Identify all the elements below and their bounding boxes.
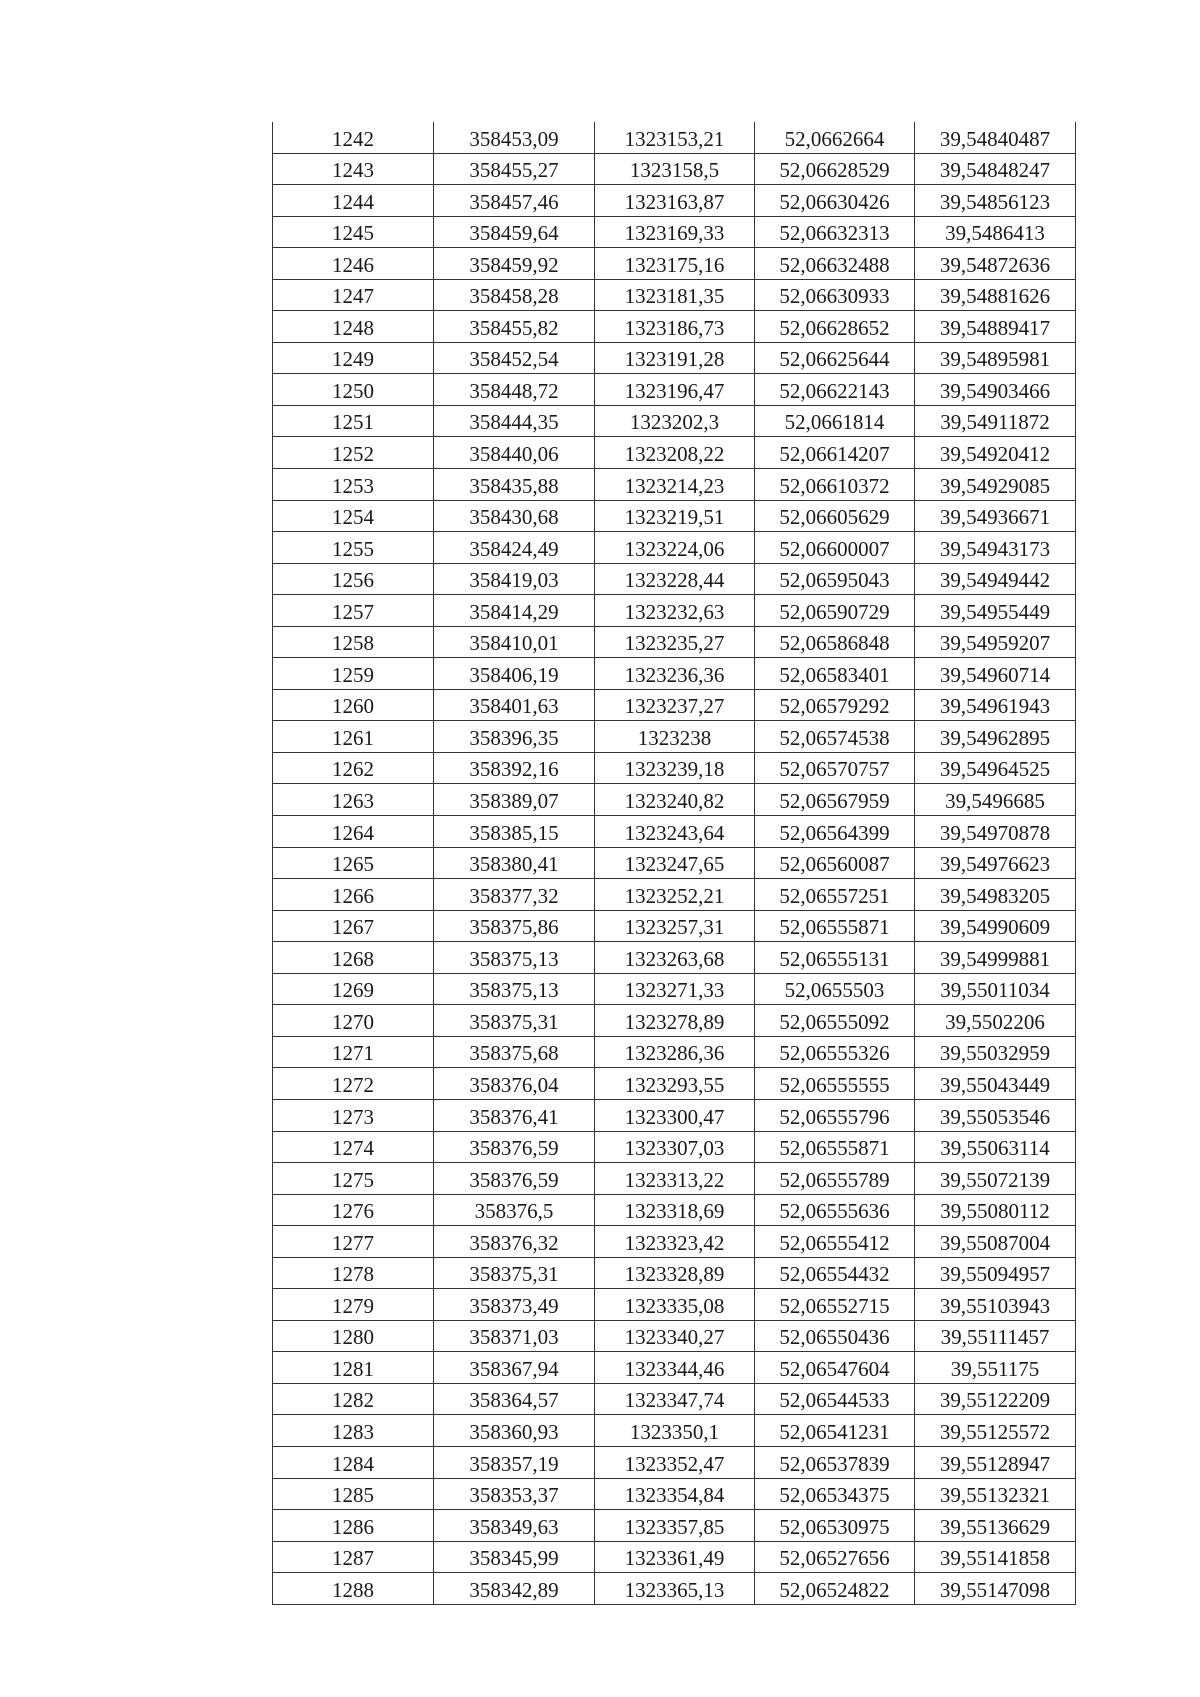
table-row bbox=[273, 532, 1076, 564]
x-coordinate-cell: 358376,41 bbox=[434, 1099, 595, 1131]
y-coordinate-cell: 1323186,73 bbox=[595, 311, 755, 343]
latitude-cell: 52,06600007 bbox=[755, 532, 915, 564]
point-number-cell: 1268 bbox=[273, 942, 434, 974]
table-row bbox=[273, 784, 1076, 816]
x-coordinate-cell: 358380,41 bbox=[434, 847, 595, 879]
longitude-cell: 39,54999881 bbox=[915, 942, 1076, 974]
table-row bbox=[273, 1352, 1076, 1384]
point-number-cell: 1264 bbox=[273, 816, 434, 848]
table-row bbox=[273, 816, 1076, 848]
point-number-cell: 1266 bbox=[273, 879, 434, 911]
latitude-cell: 52,06530975 bbox=[755, 1510, 915, 1542]
x-coordinate-cell: 358419,03 bbox=[434, 563, 595, 595]
table-row bbox=[273, 1005, 1076, 1037]
x-coordinate-cell: 358371,03 bbox=[434, 1320, 595, 1352]
latitude-cell: 52,06610372 bbox=[755, 469, 915, 501]
x-coordinate-cell: 358459,92 bbox=[434, 248, 595, 280]
table-row bbox=[273, 1383, 1076, 1415]
coordinates-table bbox=[272, 122, 1076, 1605]
table-row bbox=[273, 153, 1076, 185]
table-row bbox=[273, 1036, 1076, 1068]
y-coordinate-cell: 1323365,13 bbox=[595, 1573, 755, 1605]
latitude-cell: 52,06628529 bbox=[755, 153, 915, 185]
latitude-cell: 52,06524822 bbox=[755, 1573, 915, 1605]
y-coordinate-cell: 1323202,3 bbox=[595, 405, 755, 437]
longitude-cell: 39,55072139 bbox=[915, 1163, 1076, 1195]
longitude-cell: 39,54959207 bbox=[915, 626, 1076, 658]
table-row bbox=[273, 500, 1076, 532]
point-number-cell: 1248 bbox=[273, 311, 434, 343]
point-number-cell: 1275 bbox=[273, 1163, 434, 1195]
y-coordinate-cell: 1323340,27 bbox=[595, 1320, 755, 1352]
y-coordinate-cell: 1323158,5 bbox=[595, 153, 755, 185]
latitude-cell: 52,06574538 bbox=[755, 721, 915, 753]
latitude-cell: 52,06555412 bbox=[755, 1226, 915, 1258]
x-coordinate-cell: 358376,04 bbox=[434, 1068, 595, 1100]
x-coordinate-cell: 358458,28 bbox=[434, 279, 595, 311]
longitude-cell: 39,55147098 bbox=[915, 1573, 1076, 1605]
longitude-cell: 39,5486413 bbox=[915, 216, 1076, 248]
y-coordinate-cell: 1323247,65 bbox=[595, 847, 755, 879]
longitude-cell: 39,54962895 bbox=[915, 721, 1076, 753]
x-coordinate-cell: 358375,13 bbox=[434, 973, 595, 1005]
longitude-cell: 39,54970878 bbox=[915, 816, 1076, 848]
latitude-cell: 52,06630426 bbox=[755, 185, 915, 217]
point-number-cell: 1284 bbox=[273, 1446, 434, 1478]
point-number-cell: 1244 bbox=[273, 185, 434, 217]
x-coordinate-cell: 358353,37 bbox=[434, 1478, 595, 1510]
latitude-cell: 52,06570757 bbox=[755, 752, 915, 784]
point-number-cell: 1263 bbox=[273, 784, 434, 816]
x-coordinate-cell: 358444,35 bbox=[434, 405, 595, 437]
x-coordinate-cell: 358375,31 bbox=[434, 1005, 595, 1037]
y-coordinate-cell: 1323237,27 bbox=[595, 689, 755, 721]
table-row bbox=[273, 311, 1076, 343]
x-coordinate-cell: 358375,68 bbox=[434, 1036, 595, 1068]
latitude-cell: 52,06595043 bbox=[755, 563, 915, 595]
table-row bbox=[273, 910, 1076, 942]
longitude-cell: 39,55136629 bbox=[915, 1510, 1076, 1542]
table-row bbox=[273, 1289, 1076, 1321]
x-coordinate-cell: 358345,99 bbox=[434, 1541, 595, 1573]
x-coordinate-cell: 358401,63 bbox=[434, 689, 595, 721]
x-coordinate-cell: 358364,57 bbox=[434, 1383, 595, 1415]
longitude-cell: 39,551175 bbox=[915, 1352, 1076, 1384]
x-coordinate-cell: 358440,06 bbox=[434, 437, 595, 469]
x-coordinate-cell: 358357,19 bbox=[434, 1446, 595, 1478]
x-coordinate-cell: 358410,01 bbox=[434, 626, 595, 658]
point-number-cell: 1267 bbox=[273, 910, 434, 942]
point-number-cell: 1251 bbox=[273, 405, 434, 437]
longitude-cell: 39,54929085 bbox=[915, 469, 1076, 501]
x-coordinate-cell: 358342,89 bbox=[434, 1573, 595, 1605]
x-coordinate-cell: 358453,09 bbox=[434, 122, 595, 153]
y-coordinate-cell: 1323228,44 bbox=[595, 563, 755, 595]
latitude-cell: 52,06632313 bbox=[755, 216, 915, 248]
y-coordinate-cell: 1323252,21 bbox=[595, 879, 755, 911]
y-coordinate-cell: 1323352,47 bbox=[595, 1446, 755, 1478]
latitude-cell: 52,06554432 bbox=[755, 1257, 915, 1289]
longitude-cell: 39,55080112 bbox=[915, 1194, 1076, 1226]
y-coordinate-cell: 1323239,18 bbox=[595, 752, 755, 784]
y-coordinate-cell: 1323153,21 bbox=[595, 122, 755, 153]
longitude-cell: 39,55063114 bbox=[915, 1131, 1076, 1163]
table-row bbox=[273, 721, 1076, 753]
latitude-cell: 52,06622143 bbox=[755, 374, 915, 406]
point-number-cell: 1287 bbox=[273, 1541, 434, 1573]
y-coordinate-cell: 1323214,23 bbox=[595, 469, 755, 501]
latitude-cell: 52,06605629 bbox=[755, 500, 915, 532]
y-coordinate-cell: 1323257,31 bbox=[595, 910, 755, 942]
table-row bbox=[273, 1163, 1076, 1195]
latitude-cell: 52,06527656 bbox=[755, 1541, 915, 1573]
point-number-cell: 1250 bbox=[273, 374, 434, 406]
longitude-cell: 39,54856123 bbox=[915, 185, 1076, 217]
point-number-cell: 1279 bbox=[273, 1289, 434, 1321]
point-number-cell: 1254 bbox=[273, 500, 434, 532]
y-coordinate-cell: 1323318,69 bbox=[595, 1194, 755, 1226]
table-row bbox=[273, 122, 1076, 153]
y-coordinate-cell: 1323335,08 bbox=[595, 1289, 755, 1321]
longitude-cell: 39,5502206 bbox=[915, 1005, 1076, 1037]
y-coordinate-cell: 1323350,1 bbox=[595, 1415, 755, 1447]
x-coordinate-cell: 358392,16 bbox=[434, 752, 595, 784]
longitude-cell: 39,55122209 bbox=[915, 1383, 1076, 1415]
table-row bbox=[273, 658, 1076, 690]
x-coordinate-cell: 358457,46 bbox=[434, 185, 595, 217]
longitude-cell: 39,55111457 bbox=[915, 1320, 1076, 1352]
longitude-cell: 39,55132321 bbox=[915, 1478, 1076, 1510]
point-number-cell: 1269 bbox=[273, 973, 434, 1005]
x-coordinate-cell: 358459,64 bbox=[434, 216, 595, 248]
longitude-cell: 39,55125572 bbox=[915, 1415, 1076, 1447]
x-coordinate-cell: 358375,86 bbox=[434, 910, 595, 942]
y-coordinate-cell: 1323224,06 bbox=[595, 532, 755, 564]
y-coordinate-cell: 1323208,22 bbox=[595, 437, 755, 469]
x-coordinate-cell: 358360,93 bbox=[434, 1415, 595, 1447]
table-row bbox=[273, 847, 1076, 879]
latitude-cell: 52,06614207 bbox=[755, 437, 915, 469]
latitude-cell: 52,06586848 bbox=[755, 626, 915, 658]
point-number-cell: 1276 bbox=[273, 1194, 434, 1226]
longitude-cell: 39,54964525 bbox=[915, 752, 1076, 784]
table-row bbox=[273, 1257, 1076, 1289]
y-coordinate-cell: 1323300,47 bbox=[595, 1099, 755, 1131]
x-coordinate-cell: 358455,82 bbox=[434, 311, 595, 343]
table-row bbox=[273, 563, 1076, 595]
coordinates-table-body bbox=[273, 122, 1076, 1604]
y-coordinate-cell: 1323238 bbox=[595, 721, 755, 753]
y-coordinate-cell: 1323196,47 bbox=[595, 374, 755, 406]
point-number-cell: 1247 bbox=[273, 279, 434, 311]
y-coordinate-cell: 1323313,22 bbox=[595, 1163, 755, 1195]
y-coordinate-cell: 1323243,64 bbox=[595, 816, 755, 848]
y-coordinate-cell: 1323271,33 bbox=[595, 973, 755, 1005]
table-row bbox=[273, 279, 1076, 311]
table-row bbox=[273, 342, 1076, 374]
point-number-cell: 1257 bbox=[273, 595, 434, 627]
latitude-cell: 52,0661814 bbox=[755, 405, 915, 437]
y-coordinate-cell: 1323169,33 bbox=[595, 216, 755, 248]
x-coordinate-cell: 358375,13 bbox=[434, 942, 595, 974]
x-coordinate-cell: 358430,68 bbox=[434, 500, 595, 532]
latitude-cell: 52,06537839 bbox=[755, 1446, 915, 1478]
longitude-cell: 39,55087004 bbox=[915, 1226, 1076, 1258]
table-row bbox=[273, 1226, 1076, 1258]
point-number-cell: 1246 bbox=[273, 248, 434, 280]
point-number-cell: 1261 bbox=[273, 721, 434, 753]
longitude-cell: 39,5496685 bbox=[915, 784, 1076, 816]
point-number-cell: 1270 bbox=[273, 1005, 434, 1037]
latitude-cell: 52,06555796 bbox=[755, 1099, 915, 1131]
table-row bbox=[273, 216, 1076, 248]
longitude-cell: 39,54949442 bbox=[915, 563, 1076, 595]
longitude-cell: 39,54872636 bbox=[915, 248, 1076, 280]
y-coordinate-cell: 1323191,28 bbox=[595, 342, 755, 374]
y-coordinate-cell: 1323347,74 bbox=[595, 1383, 755, 1415]
longitude-cell: 39,54960714 bbox=[915, 658, 1076, 690]
longitude-cell: 39,54936671 bbox=[915, 500, 1076, 532]
latitude-cell: 52,06564399 bbox=[755, 816, 915, 848]
latitude-cell: 52,06590729 bbox=[755, 595, 915, 627]
latitude-cell: 52,06534375 bbox=[755, 1478, 915, 1510]
y-coordinate-cell: 1323278,89 bbox=[595, 1005, 755, 1037]
table-row bbox=[273, 248, 1076, 280]
table-row bbox=[273, 1131, 1076, 1163]
point-number-cell: 1252 bbox=[273, 437, 434, 469]
table-row bbox=[273, 689, 1076, 721]
table-row bbox=[273, 1099, 1076, 1131]
point-number-cell: 1256 bbox=[273, 563, 434, 595]
latitude-cell: 52,06557251 bbox=[755, 879, 915, 911]
table-row bbox=[273, 879, 1076, 911]
longitude-cell: 39,54903466 bbox=[915, 374, 1076, 406]
latitude-cell: 52,06555871 bbox=[755, 910, 915, 942]
point-number-cell: 1243 bbox=[273, 153, 434, 185]
table-row bbox=[273, 185, 1076, 217]
x-coordinate-cell: 358396,35 bbox=[434, 721, 595, 753]
longitude-cell: 39,54990609 bbox=[915, 910, 1076, 942]
y-coordinate-cell: 1323263,68 bbox=[595, 942, 755, 974]
latitude-cell: 52,06628652 bbox=[755, 311, 915, 343]
y-coordinate-cell: 1323323,42 bbox=[595, 1226, 755, 1258]
longitude-cell: 39,54911872 bbox=[915, 405, 1076, 437]
longitude-cell: 39,54920412 bbox=[915, 437, 1076, 469]
latitude-cell: 52,06579292 bbox=[755, 689, 915, 721]
table-row bbox=[273, 595, 1076, 627]
table-row bbox=[273, 626, 1076, 658]
longitude-cell: 39,54943173 bbox=[915, 532, 1076, 564]
x-coordinate-cell: 358375,31 bbox=[434, 1257, 595, 1289]
latitude-cell: 52,06555092 bbox=[755, 1005, 915, 1037]
y-coordinate-cell: 1323181,35 bbox=[595, 279, 755, 311]
table-row bbox=[273, 469, 1076, 501]
latitude-cell: 52,0655503 bbox=[755, 973, 915, 1005]
x-coordinate-cell: 358435,88 bbox=[434, 469, 595, 501]
y-coordinate-cell: 1323328,89 bbox=[595, 1257, 755, 1289]
longitude-cell: 39,54881626 bbox=[915, 279, 1076, 311]
x-coordinate-cell: 358424,49 bbox=[434, 532, 595, 564]
y-coordinate-cell: 1323293,55 bbox=[595, 1068, 755, 1100]
longitude-cell: 39,54889417 bbox=[915, 311, 1076, 343]
longitude-cell: 39,55043449 bbox=[915, 1068, 1076, 1100]
y-coordinate-cell: 1323219,51 bbox=[595, 500, 755, 532]
y-coordinate-cell: 1323235,27 bbox=[595, 626, 755, 658]
longitude-cell: 39,55053546 bbox=[915, 1099, 1076, 1131]
point-number-cell: 1255 bbox=[273, 532, 434, 564]
point-number-cell: 1281 bbox=[273, 1352, 434, 1384]
table-row bbox=[273, 1446, 1076, 1478]
point-number-cell: 1259 bbox=[273, 658, 434, 690]
point-number-cell: 1260 bbox=[273, 689, 434, 721]
table-row bbox=[273, 1194, 1076, 1226]
longitude-cell: 39,54955449 bbox=[915, 595, 1076, 627]
y-coordinate-cell: 1323175,16 bbox=[595, 248, 755, 280]
x-coordinate-cell: 358455,27 bbox=[434, 153, 595, 185]
longitude-cell: 39,54983205 bbox=[915, 879, 1076, 911]
table-row bbox=[273, 1068, 1076, 1100]
longitude-cell: 39,55128947 bbox=[915, 1446, 1076, 1478]
latitude-cell: 52,06547604 bbox=[755, 1352, 915, 1384]
table-row bbox=[273, 1320, 1076, 1352]
table-row bbox=[273, 1415, 1076, 1447]
table-row bbox=[273, 752, 1076, 784]
y-coordinate-cell: 1323344,46 bbox=[595, 1352, 755, 1384]
y-coordinate-cell: 1323240,82 bbox=[595, 784, 755, 816]
point-number-cell: 1258 bbox=[273, 626, 434, 658]
latitude-cell: 52,06555636 bbox=[755, 1194, 915, 1226]
latitude-cell: 52,06555871 bbox=[755, 1131, 915, 1163]
table-row bbox=[273, 437, 1076, 469]
longitude-cell: 39,55141858 bbox=[915, 1541, 1076, 1573]
longitude-cell: 39,55103943 bbox=[915, 1289, 1076, 1321]
x-coordinate-cell: 358376,59 bbox=[434, 1131, 595, 1163]
point-number-cell: 1265 bbox=[273, 847, 434, 879]
latitude-cell: 52,06567959 bbox=[755, 784, 915, 816]
x-coordinate-cell: 358377,32 bbox=[434, 879, 595, 911]
point-number-cell: 1249 bbox=[273, 342, 434, 374]
point-number-cell: 1288 bbox=[273, 1573, 434, 1605]
longitude-cell: 39,54848247 bbox=[915, 153, 1076, 185]
x-coordinate-cell: 358448,72 bbox=[434, 374, 595, 406]
latitude-cell: 52,06541231 bbox=[755, 1415, 915, 1447]
table-row bbox=[273, 1510, 1076, 1542]
latitude-cell: 52,06544533 bbox=[755, 1383, 915, 1415]
longitude-cell: 39,55011034 bbox=[915, 973, 1076, 1005]
latitude-cell: 52,06583401 bbox=[755, 658, 915, 690]
x-coordinate-cell: 358376,59 bbox=[434, 1163, 595, 1195]
latitude-cell: 52,06555555 bbox=[755, 1068, 915, 1100]
y-coordinate-cell: 1323357,85 bbox=[595, 1510, 755, 1542]
y-coordinate-cell: 1323232,63 bbox=[595, 595, 755, 627]
latitude-cell: 52,06555789 bbox=[755, 1163, 915, 1195]
point-number-cell: 1277 bbox=[273, 1226, 434, 1258]
latitude-cell: 52,06632488 bbox=[755, 248, 915, 280]
longitude-cell: 39,54961943 bbox=[915, 689, 1076, 721]
longitude-cell: 39,54840487 bbox=[915, 122, 1076, 153]
point-number-cell: 1274 bbox=[273, 1131, 434, 1163]
point-number-cell: 1278 bbox=[273, 1257, 434, 1289]
x-coordinate-cell: 358376,5 bbox=[434, 1194, 595, 1226]
point-number-cell: 1286 bbox=[273, 1510, 434, 1542]
latitude-cell: 52,06555131 bbox=[755, 942, 915, 974]
x-coordinate-cell: 358452,54 bbox=[434, 342, 595, 374]
y-coordinate-cell: 1323307,03 bbox=[595, 1131, 755, 1163]
table-row bbox=[273, 973, 1076, 1005]
y-coordinate-cell: 1323163,87 bbox=[595, 185, 755, 217]
table-row bbox=[273, 1541, 1076, 1573]
x-coordinate-cell: 358414,29 bbox=[434, 595, 595, 627]
x-coordinate-cell: 358367,94 bbox=[434, 1352, 595, 1384]
table-row bbox=[273, 374, 1076, 406]
latitude-cell: 52,0662664 bbox=[755, 122, 915, 153]
latitude-cell: 52,06550436 bbox=[755, 1320, 915, 1352]
x-coordinate-cell: 358373,49 bbox=[434, 1289, 595, 1321]
point-number-cell: 1273 bbox=[273, 1099, 434, 1131]
latitude-cell: 52,06552715 bbox=[755, 1289, 915, 1321]
latitude-cell: 52,06630933 bbox=[755, 279, 915, 311]
longitude-cell: 39,54976623 bbox=[915, 847, 1076, 879]
table-row bbox=[273, 405, 1076, 437]
x-coordinate-cell: 358389,07 bbox=[434, 784, 595, 816]
point-number-cell: 1242 bbox=[273, 122, 434, 153]
point-number-cell: 1280 bbox=[273, 1320, 434, 1352]
longitude-cell: 39,55032959 bbox=[915, 1036, 1076, 1068]
table-row bbox=[273, 1573, 1076, 1605]
x-coordinate-cell: 358376,32 bbox=[434, 1226, 595, 1258]
y-coordinate-cell: 1323236,36 bbox=[595, 658, 755, 690]
table-row bbox=[273, 1478, 1076, 1510]
latitude-cell: 52,06625644 bbox=[755, 342, 915, 374]
longitude-cell: 39,54895981 bbox=[915, 342, 1076, 374]
latitude-cell: 52,06555326 bbox=[755, 1036, 915, 1068]
point-number-cell: 1272 bbox=[273, 1068, 434, 1100]
point-number-cell: 1282 bbox=[273, 1383, 434, 1415]
x-coordinate-cell: 358406,19 bbox=[434, 658, 595, 690]
point-number-cell: 1285 bbox=[273, 1478, 434, 1510]
point-number-cell: 1283 bbox=[273, 1415, 434, 1447]
x-coordinate-cell: 358349,63 bbox=[434, 1510, 595, 1542]
point-number-cell: 1271 bbox=[273, 1036, 434, 1068]
y-coordinate-cell: 1323361,49 bbox=[595, 1541, 755, 1573]
y-coordinate-cell: 1323286,36 bbox=[595, 1036, 755, 1068]
point-number-cell: 1253 bbox=[273, 469, 434, 501]
latitude-cell: 52,06560087 bbox=[755, 847, 915, 879]
longitude-cell: 39,55094957 bbox=[915, 1257, 1076, 1289]
point-number-cell: 1262 bbox=[273, 752, 434, 784]
point-number-cell: 1245 bbox=[273, 216, 434, 248]
y-coordinate-cell: 1323354,84 bbox=[595, 1478, 755, 1510]
x-coordinate-cell: 358385,15 bbox=[434, 816, 595, 848]
table-row bbox=[273, 942, 1076, 974]
